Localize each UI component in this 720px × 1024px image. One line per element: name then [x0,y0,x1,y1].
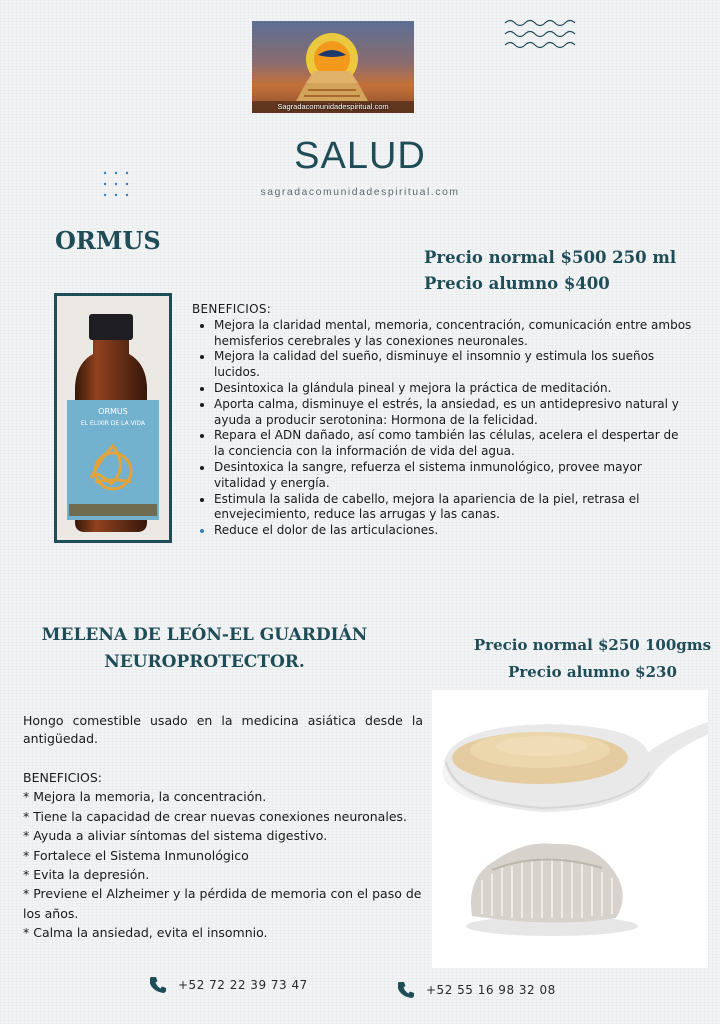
ormus-benefits-label: BENEFICIOS: [192,302,272,316]
melena-description: Hongo comestible usado en la medicina asiática desde la antigüedad. [23,713,423,746]
melena-price-student: Precio alumno $230 [508,663,677,681]
ormus-price-block [424,245,676,297]
waves-icon [503,18,583,54]
ormus-benefits-list [192,318,692,539]
melena-heading-line2: NEUROPROTECTOR. [104,652,305,672]
list-item: * Mejora la memoria, la concentración. [23,789,267,805]
ormus-bottle-image [54,293,172,543]
list-item: * Previene el Alzheimer y la pérdida de memoria con el paso de los años. [23,886,422,921]
ormus-price-normal: Precio normal $500 250 ml [424,248,677,267]
phone-number-2: +52 55 16 98 32 08 [426,983,556,997]
melena-benefits-label: BENEFICIOS: [23,770,102,785]
ormus-benefits [192,302,692,539]
melena-price-normal: Precio normal $250 100gms [473,636,712,654]
page-title: SALUD [294,135,426,177]
phone-number-1: +52 72 22 39 73 47 [178,978,308,992]
list-item: • Mejora la calidad del sueño, disminuye el insomnio y estimula los sueños lucidos. [214,349,692,381]
logo-caption: Sagradacomunidadespiritual.com [277,102,389,111]
melena-heading [16,622,393,676]
list-item: • Desintoxica la sangre, refuerza el sistema inmunológico, provee mayor vitalidad y energía. [214,460,692,492]
ormus-heading: ORMUS [55,226,161,255]
bottle-label-line2: EL ELIXIR DE LA VIDA [80,420,146,427]
list-item: • Desintoxica la glándula pineal y mejora la práctica de meditación. [214,381,692,397]
melena-benefits [23,768,423,943]
list-item: * Calma la ansiedad, evita el insomnio. [23,925,268,941]
list-item: * Fortalece el Sistema Inmunológico [23,847,249,863]
logo [252,21,414,113]
list-item: * Tiene la capacidad de crear nuevas conexiones neuronales. [23,808,407,824]
phone-icon [398,981,414,999]
list-item: • Reduce el dolor de las articulaciones. [214,523,692,539]
list-item: * Ayuda a aliviar síntomas del sistema digestivo. [23,828,328,844]
list-item: • Repara el ADN dañado, así como también las células, acelera el despertar de la conciencia con la información de vida del agua. [214,428,692,460]
phone-contact-1[interactable] [150,976,308,994]
list-item: • Mejora la claridad mental, memoria, concentración, comunicación entre ambos hemisferios cerebrales y las conexiones neuronales. [214,318,692,350]
melena-heading-line1: MELENA DE LEÓN-EL GUARDIÁN [41,625,368,645]
ormus-price-student: Precio alumno $400 [424,274,610,293]
phone-contact-2[interactable] [398,981,556,999]
list-item: * Evita la depresión. [23,867,150,883]
list-item: • Aporta calma, disminuye el estrés, la ansiedad, es un antidepresivo natural y ayuda a producir serotonina: Hormona de la felicidad. [214,397,692,429]
site-url: sagradacomunidadespiritual.com [260,186,460,198]
melena-product-image [432,690,708,968]
list-item: • Estimula la salida de cabello, mejora la apariencia de la piel, retrasa el envejecimiento, reduce las arrugas y las canas. [214,492,692,524]
phone-icon [150,976,166,994]
bottle-label-line1: ORMUS [98,407,128,416]
melena-price-block [455,632,720,686]
